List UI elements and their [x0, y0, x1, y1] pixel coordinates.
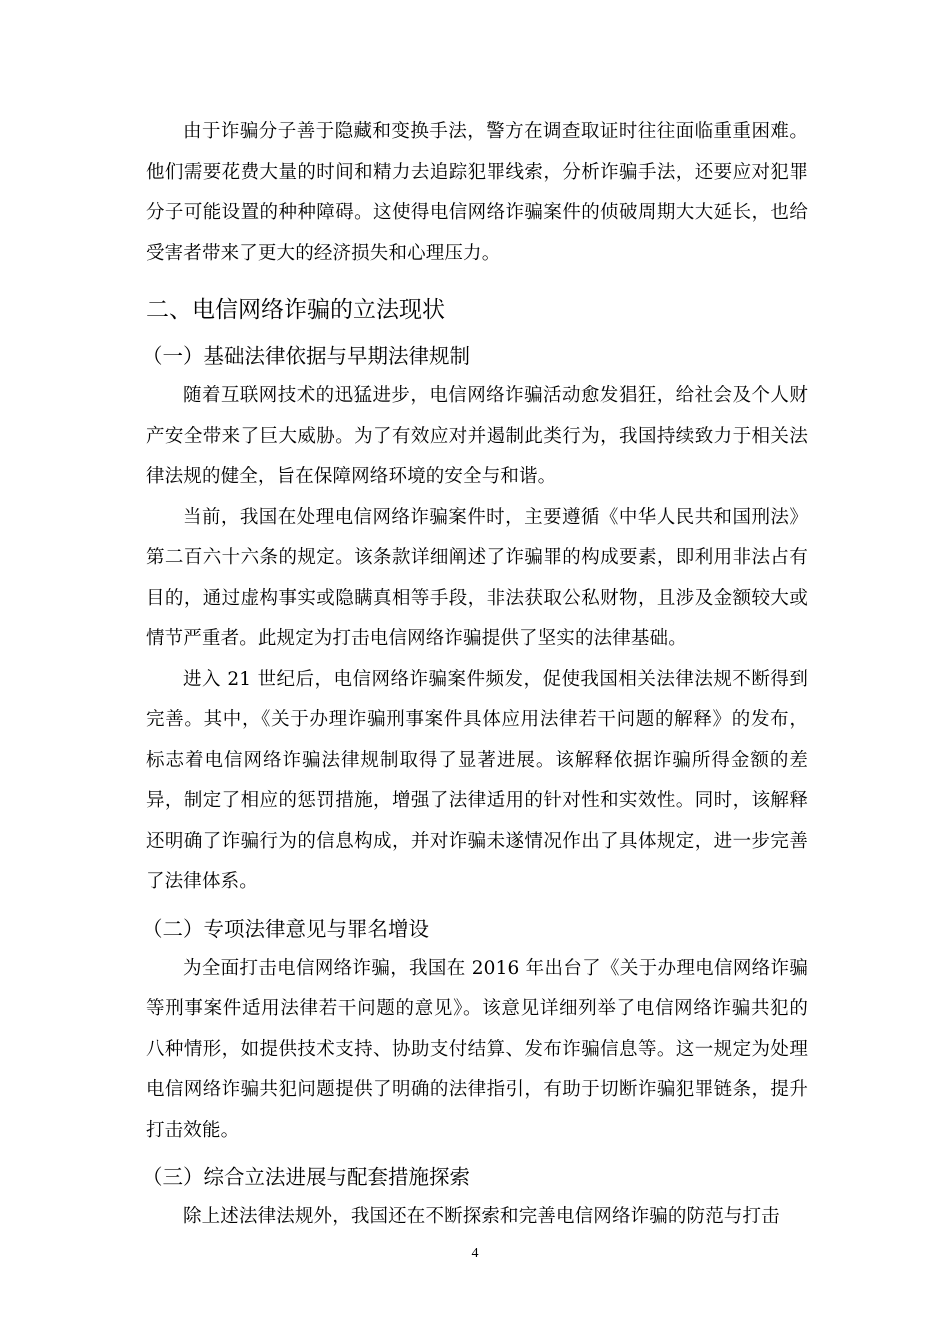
page-number: 4 [471, 1246, 479, 1261]
subsection-1-paragraph-1: 随着互联网技术的迅猛进步，电信网络诈骗活动愈发猖狂，给社会及个人财产安全带来了巨大威胁。为了有效应对并遏制此类行为，我国持续致力于相关法律法规的健全，旨在保障网络环境的安全与和谐。 [146, 385, 808, 487]
subsection-heading-3: （三）综合立法进展与配套措施探索 [142, 1165, 470, 1189]
subsection-2-paragraph-1: 为全面打击电信网络诈骗，我国在 2016 年出台了《关于办理电信网络诈骗等刑事案件适用法律若干问题的意见》。该意见详细列举了电信网络诈骗共犯的八种情形，如提供技术支持、协助支付结算、发布诈骗信息等。这一规定为处理电信网络诈骗共犯问题提供了明确的法律指引，有助于切断诈骗犯罪链条，提升打击效能。 [146, 957, 808, 1141]
section-heading: 二、电信网络诈骗的立法现状 [146, 297, 445, 323]
subsection-heading-1: （一）基础法律依据与早期法律规制 [142, 344, 470, 368]
page-body [142, 112, 808, 1238]
subsection-1-paragraph-3: 进入 21 世纪后，电信网络诈骗案件频发，促使我国相关法律法规不断得到完善。其中，《关于办理诈骗刑事案件具体应用法律若干问题的解释》的发布，标志着电信网络诈骗法律规制取得了显著进展。该解释依据诈骗所得金额的差异，制定了相应的惩罚措施，增强了法律适用的针对性和实效性。同时，该解释还明确了诈骗行为的信息构成，并对诈骗未遂情况作出了具体规定，进一步完善了法律体系。 [146, 668, 808, 892]
subsection-heading-2: （二）专项法律意见与罪名增设 [142, 916, 429, 941]
subsection-3-paragraph-1: 除上述法律法规外，我国还在不断探索和完善电信网络诈骗的防范与打击 [183, 1206, 780, 1227]
intro-paragraph: 由于诈骗分子善于隐藏和变换手法，警方在调查取证时往往面临重重困难。他们需要花费大量的时间和精力去追踪犯罪线索，分析诈骗手法，还要应对犯罪分子可能设置的种种障碍。这使得电信网络诈骗案件的侦破周期大大延长，也给受害者带来了更大的经济损失和心理压力。 [146, 121, 808, 264]
subsection-1-paragraph-2: 当前，我国在处理电信网络诈骗案件时，主要遵循《中华人民共和国刑法》第二百六十六条的规定。该条款详细阐述了诈骗罪的构成要素，即利用非法占有目的，通过虚构事实或隐瞒真相等手段，非法获取公私财物，且涉及金额较大或情节严重者。此规定为打击电信网络诈骗提供了坚实的法律基础。 [146, 506, 808, 649]
